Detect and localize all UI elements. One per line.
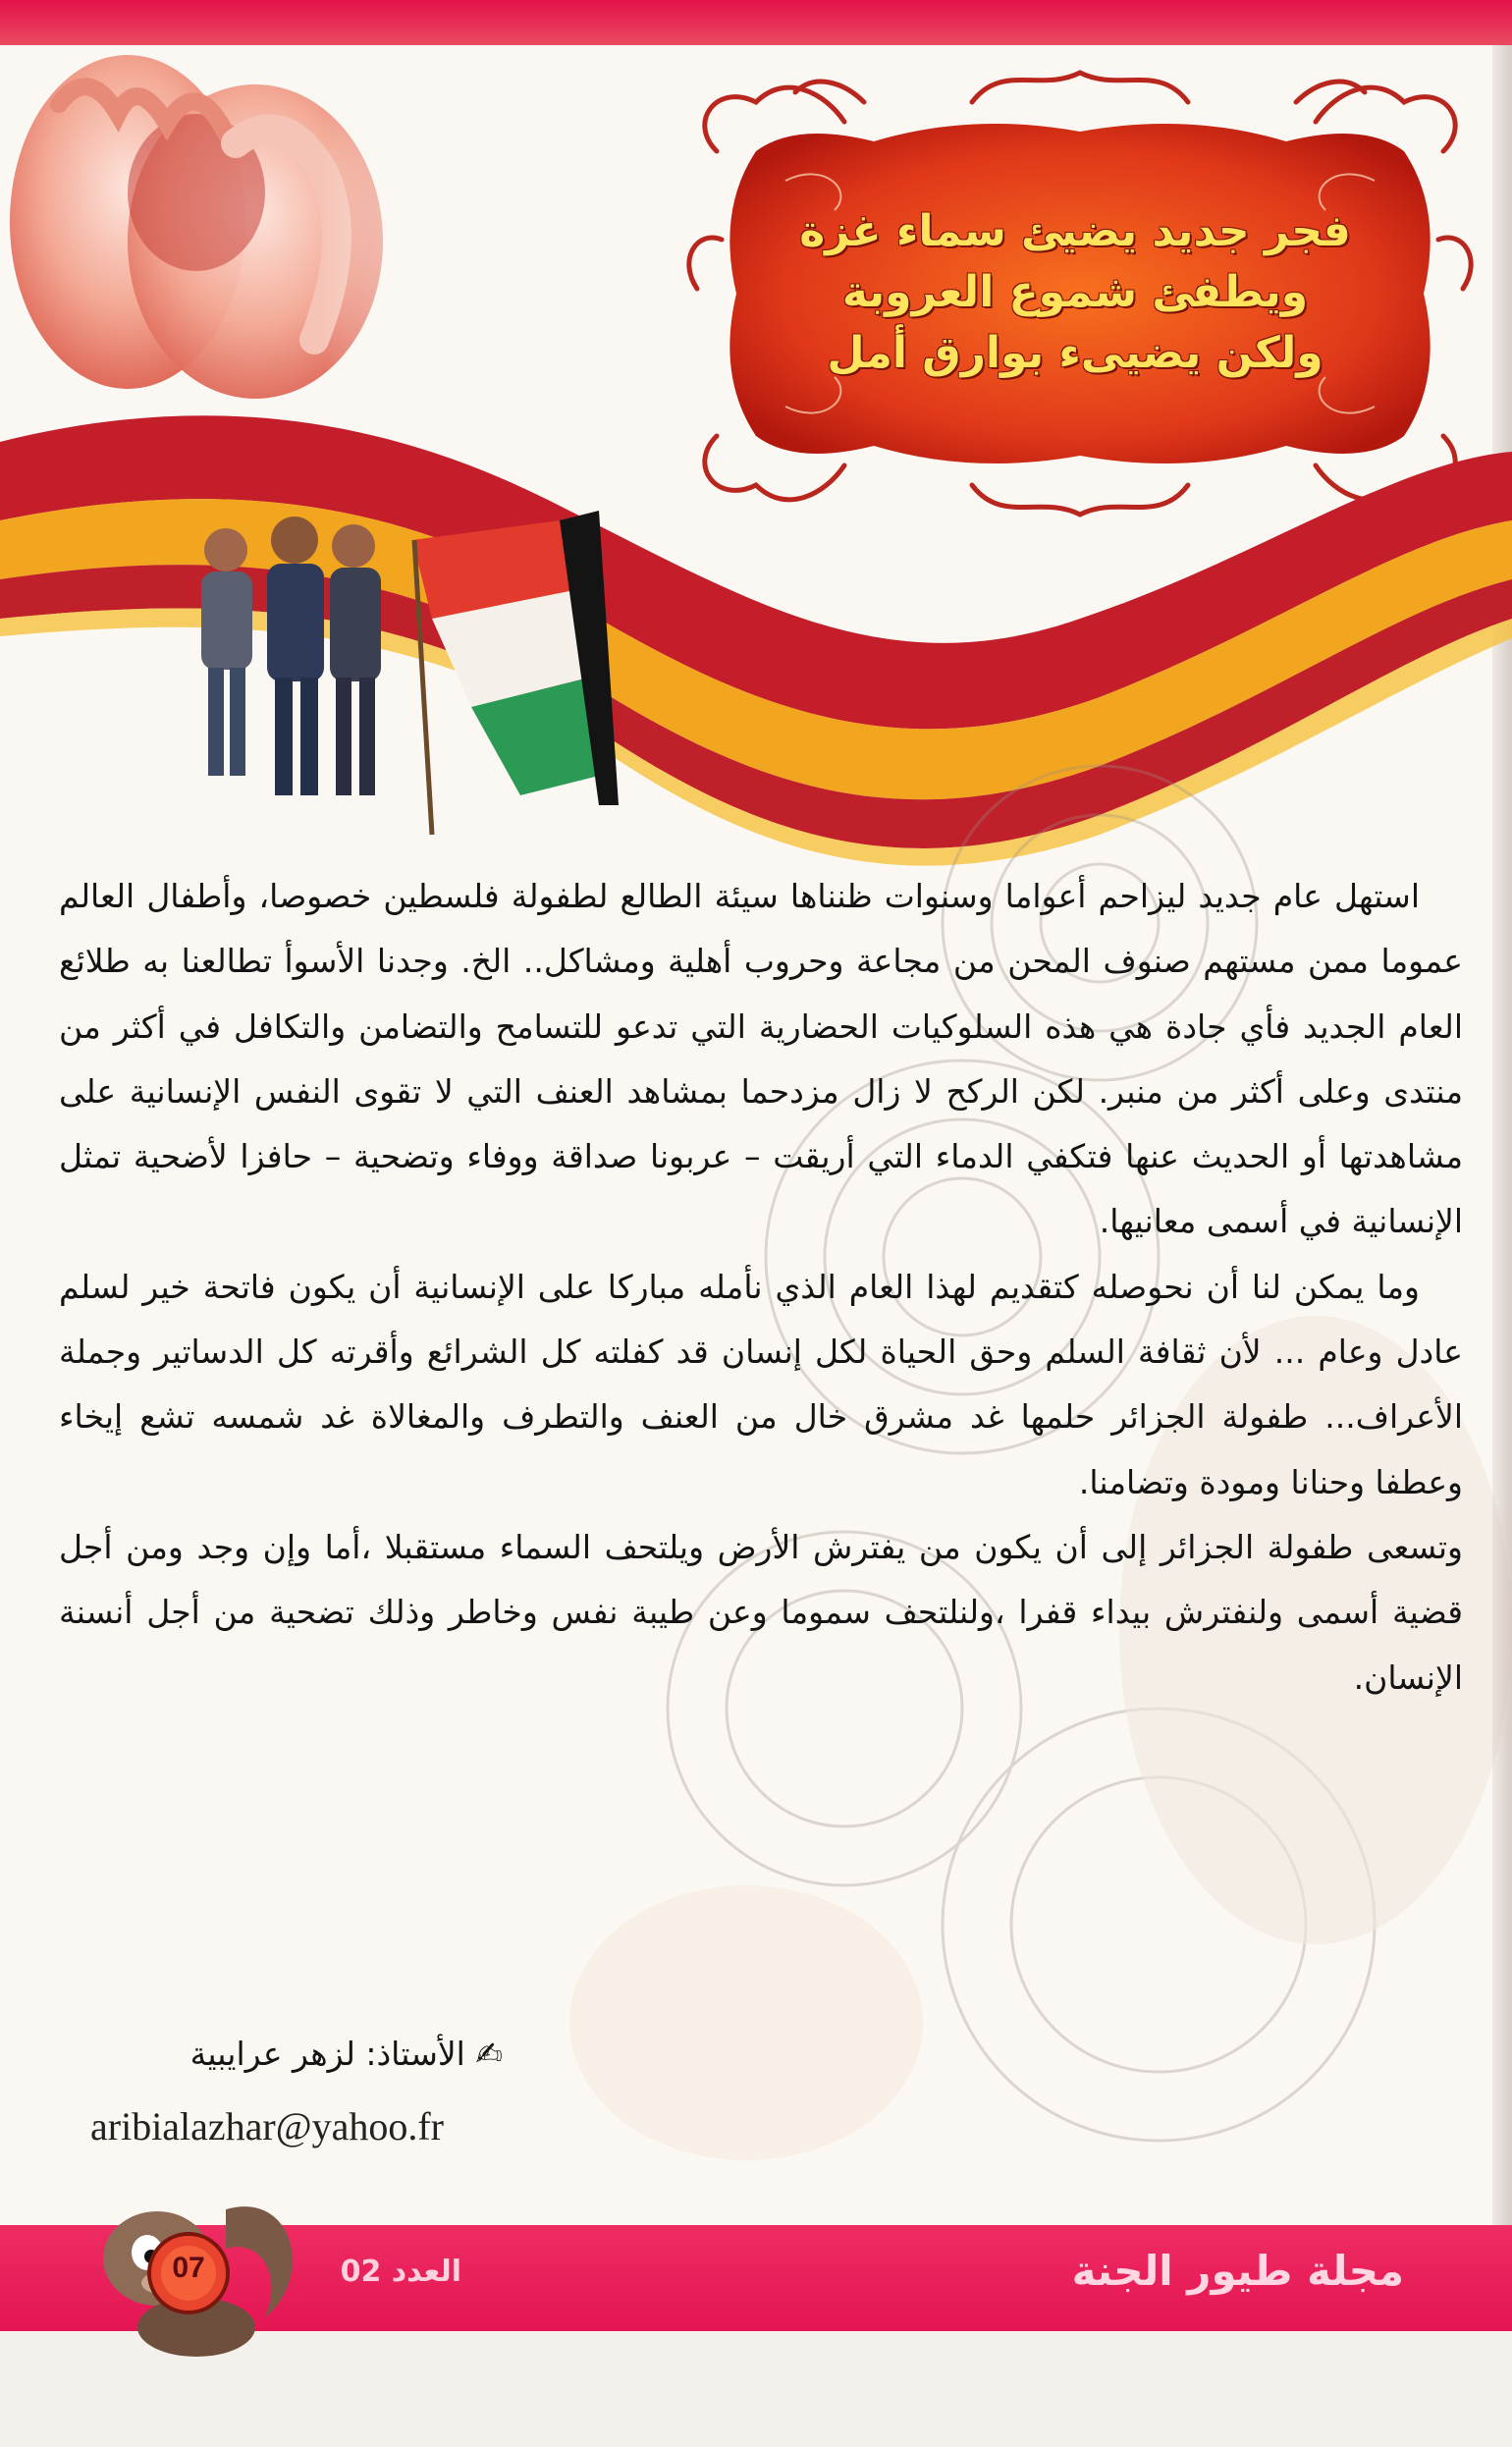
banner-line-3: ولكن يضيىء بوارق أمل [827, 328, 1323, 378]
article-paragraph-2: وما يمكن لنا أن نحوصله كتقديم لهذا العام الذي نأمله مباركا على الإنسانية أن يكون فاتحة خير لسلم عادل وعام ... لأن ثقافة السلم وحق الحياة لكل إنسان قد كفلته كل الشرائع وأقرته كل الدساتير وجملة الأعراف... طفولة الجزائر حلمها غد مشرق خال من العنف والتطرف والمغالاة غد شمسه تشع إيخاء وعطفا وحنانا ومودة وتضامنا. [59, 1267, 1463, 1501]
issue-number: العدد 02 [340, 2255, 461, 2289]
banner-line-2: ويطفئ شموع العروبة [841, 267, 1309, 317]
top-color-strip [0, 0, 1512, 45]
article-paragraph-3: وتسعى طفولة الجزائر إلى أن يكون من يفترش الأرض ويلتحف السماء مستقبلا ،أما وإن وجد ومن أجل قضية أسمى ولنفترش بيداء قفرا ،ولنلتحف سموما وعن طيبة نفس وخاطر وذلك تضحية من أجل أنسنة الإنسان. [59, 1527, 1463, 1697]
author-signature [90, 2035, 503, 2073]
magazine-name: مجلة طيور الجنة [1071, 2247, 1404, 2295]
banner-line-1: فجر جديد يضيئ سماء غزة [799, 206, 1351, 256]
author-name: الأستاذ: لزهر عرايبية [189, 2035, 465, 2073]
article-body [59, 864, 1463, 1711]
author-email[interactable]: aribialazhar@yahoo.fr [90, 2104, 444, 2148]
pen-hand-icon: ✍ [475, 2035, 503, 2073]
banner-title [756, 201, 1394, 384]
page-number: 07 [172, 2252, 205, 2284]
article-paragraph-1: استهل عام جديد ليزاحم أعواما وسنوات ظنناها سيئة الطالع لطفولة فلسطين خصوصا، وأطفال العالم عموما ممن مستهم صنوف المحن من مجاعة وحروب أهلية ومشاكل.. الخ. وجدنا الأسوأ تطالعنا به طلائع العام الجديد فأي جادة هي هذه السلوكيات الحضارية التي تدعو للتسامح والتضامن والتكافل في أكثر من منتدى وعلى أكثر من منبر. لكن الركح لا زال مزدحما بمشاهد العنف التي لا تقوى النفس الإنسانية على مشاهدتها أو الحديث عنها فتكفي الدماء التي أريقت – عربونا صداقة ووفاء وتضحية – حافزا لأضحية تمثل الإنسانية في أسمى معانيها. [59, 877, 1463, 1241]
